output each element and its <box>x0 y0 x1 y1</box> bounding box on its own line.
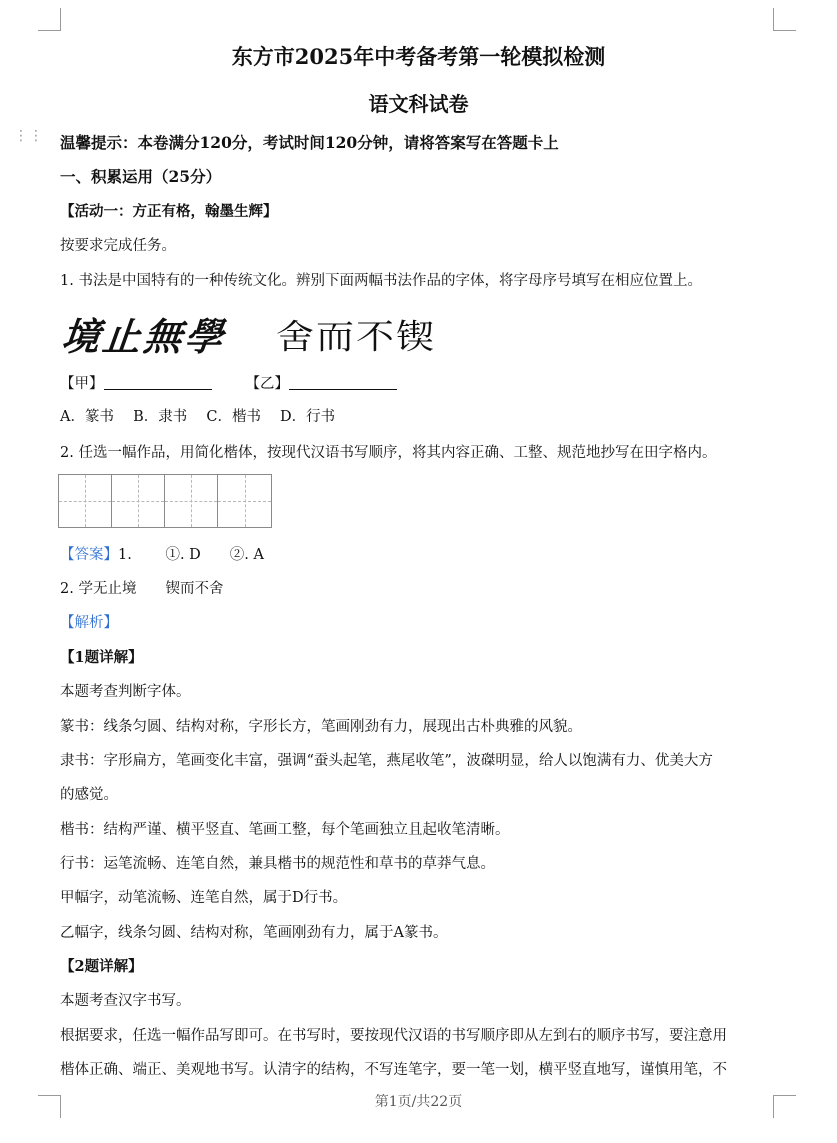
grid-cell[interactable] <box>165 475 218 527</box>
detail-2-line: 楷体正确、端正、美观地书写。认清字的结构，不写连笔字，要一笔一划，横平竖直地写，谨慎用笔，不 <box>60 1062 727 1078</box>
answer-blanks <box>60 372 397 393</box>
answer-label: 【答案】 <box>60 547 118 563</box>
detail-2-line: 本题考查汉字书写。 <box>60 993 191 1009</box>
question-2: 2. 任选一幅作品，用简化楷体，按现代汉语书写顺序，将其内容正确、工整、规范地抄写在田字格内。 <box>60 445 717 461</box>
section-heading: 一、积累运用（25分） <box>60 167 222 186</box>
answer-options: A．篆书 B．隶书 C．楷书 D．行书 <box>60 409 336 425</box>
exam-notice: 温馨提示：本卷满分120分，考试时间120分钟，请将答案写在答题卡上 <box>60 133 559 152</box>
activity-heading: 【活动一：方正有格，翰墨生辉】 <box>60 203 278 220</box>
detail-1-line: 甲幅字，动笔流畅、连笔自然，属于D行书。 <box>60 890 348 906</box>
blank-yi[interactable] <box>289 375 397 390</box>
detail-1-line: 篆书：线条匀圆、结构对称，字形长方，笔画刚劲有力，展现出古朴典雅的风貌。 <box>60 719 582 735</box>
detail-2-label: 【2题详解】 <box>60 958 143 975</box>
blank-jia-label: 【甲】 <box>60 376 104 392</box>
page-subtitle: 语文科试卷 <box>368 92 469 116</box>
detail-1-line: 乙幅字，线条匀圆、结构对称，笔画刚劲有力，属于A篆书。 <box>60 925 448 941</box>
instruction-text: 按要求完成任务。 <box>60 238 176 254</box>
detail-1-line: 楷书：结构严谨、横平竖直、笔画工整，每个笔画独立且起收笔清晰。 <box>60 822 510 838</box>
grid-cell[interactable] <box>59 475 112 527</box>
question-1: 1. 书法是中国特有的一种传统文化。辨别下面两幅书法作品的字体，将字母序号填写在相应位置上。 <box>60 273 702 289</box>
detail-1-line: 隶书：字形扁方，笔画变化丰富，强调“蚕头起笔，燕尾收笔”，波磔明显，给人以饱满有力、优美大方 <box>60 753 713 769</box>
blank-jia[interactable] <box>104 375 212 390</box>
analysis-label: 【解析】 <box>60 615 118 631</box>
crop-mark-top-left <box>38 8 61 31</box>
detail-1-line: 本题考查判断字体。 <box>60 684 191 700</box>
grid-cell[interactable] <box>218 475 271 527</box>
detail-1-line: 的感觉。 <box>60 787 118 803</box>
crop-mark-top-right <box>773 8 796 31</box>
page-title: 东方市2025年中考备考第一轮模拟检测 <box>231 44 606 69</box>
answer-line-2: 2. 学无止境 锲而不舍 <box>60 581 224 597</box>
page-footer: 第1页/共22页 <box>374 1094 463 1110</box>
blank-yi-label: 【乙】 <box>245 376 289 392</box>
detail-1-line: 行书：运笔流畅、连笔自然，兼具楷书的规范性和草书的草莽气息。 <box>60 856 495 872</box>
calligraphy-jia: 境止無學 <box>59 314 229 359</box>
calligraphy-yi: 舍而不锲 <box>276 316 437 357</box>
answer-line-1 <box>60 543 264 564</box>
detail-1-label: 【1题详解】 <box>60 649 143 666</box>
answer-text-1: 1. ①. D ②. A <box>118 547 264 563</box>
drag-handle-icon[interactable]: ⋮⋮ <box>14 128 44 144</box>
grid-cell[interactable] <box>112 475 165 527</box>
tianzige-grid <box>58 474 272 528</box>
detail-2-line: 根据要求，任选一幅作品写即可。在书写时，要按现代汉语的书写顺序即从左到右的顺序书写，要注意用 <box>60 1028 727 1044</box>
